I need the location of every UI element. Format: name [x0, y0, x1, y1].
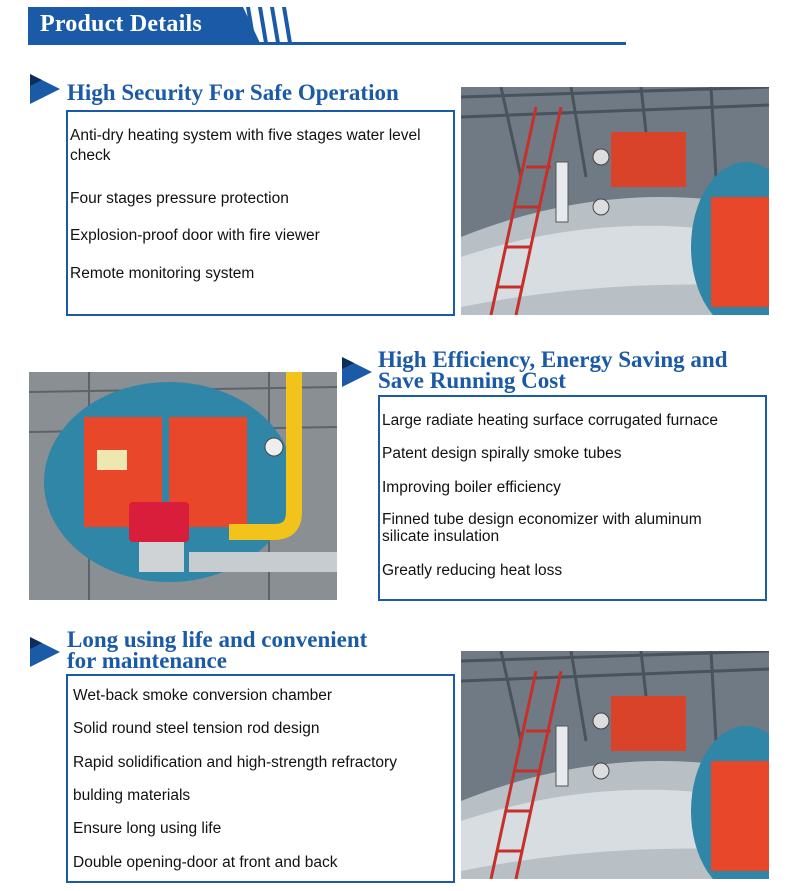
header-rule [28, 42, 626, 45]
feature-item: Ensure long using life [73, 820, 222, 837]
section1-title: High Security For Safe Operation [67, 80, 399, 105]
decor-stripe [270, 7, 280, 43]
section3-title-line1: Long using life and convenient [67, 627, 368, 652]
section2-feature-box [378, 395, 767, 601]
triangle-arrow-icon [340, 355, 374, 389]
feature-item: Double opening-door at front and back [73, 854, 338, 871]
triangle-arrow-icon [28, 72, 62, 106]
boiler-side-photo [461, 651, 769, 879]
feature-item: Explosion-proof door with fire viewer [70, 227, 320, 244]
feature-item: Finned tube design economizer with aluminum silicate insulation [382, 511, 702, 545]
feature-item: bulding materials [73, 787, 191, 804]
section3-title-line2: for maintenance [67, 648, 227, 673]
feature-item: Large radiate heating surface corrugated furnace [382, 412, 719, 429]
section3-title [67, 629, 367, 671]
feature-item: Greatly reducing heat loss [382, 562, 563, 579]
boiler-front-photo [29, 372, 337, 600]
section1-feature-box [66, 110, 455, 316]
boiler-side-photo [461, 87, 769, 315]
feature-item: Solid round steel tension rod design [73, 720, 320, 737]
feature-item: Improving boiler efficiency [382, 479, 561, 496]
decor-stripe [258, 7, 268, 43]
feature-item: Remote monitoring system [70, 265, 255, 282]
feature-item: Rapid solidification and high-strength refractory [73, 754, 397, 771]
feature-item: Patent design spirally smoke tubes [382, 445, 622, 462]
triangle-arrow-icon [28, 635, 62, 669]
section3-feature-box [66, 674, 455, 883]
section2-title [378, 349, 728, 391]
feature-item: Anti-dry heating system with five stages water level check [70, 127, 421, 164]
page-title: Product Details [40, 11, 202, 37]
feature-item: Four stages pressure protection [70, 190, 289, 207]
feature-item: Wet-back smoke conversion chamber [73, 687, 333, 704]
section2-title-line1: High Efficiency, Energy Saving and [378, 347, 728, 372]
section2-title-line2: Save Running Cost [378, 368, 566, 393]
decor-stripe [282, 7, 292, 43]
